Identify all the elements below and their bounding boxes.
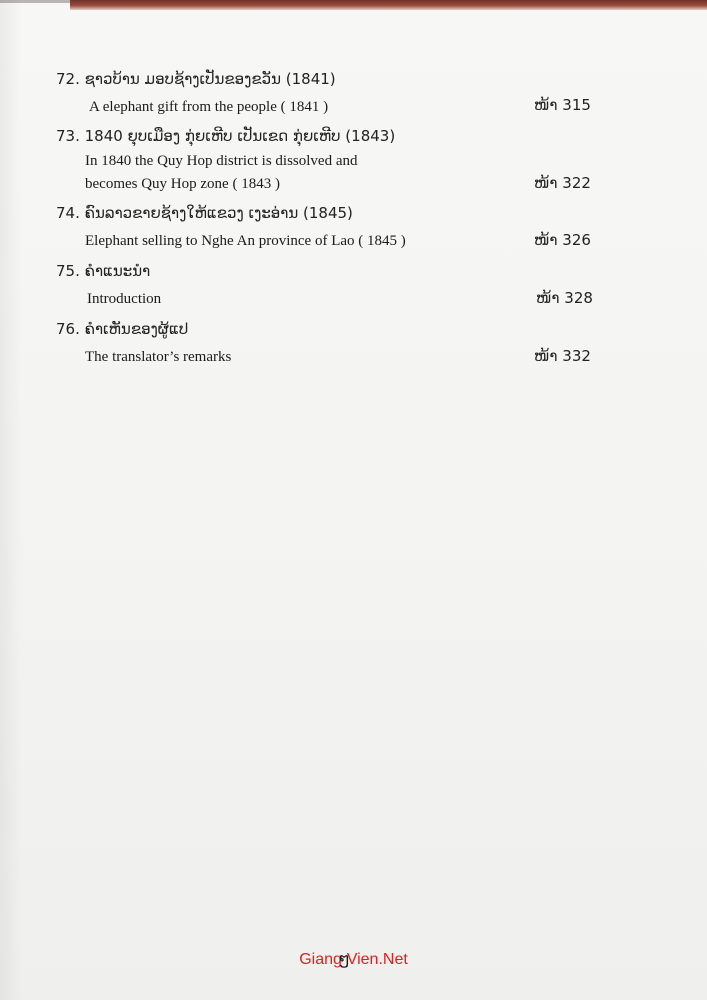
toc-line-72-1: A elephant gift from the people ( 1841 ) [89, 99, 329, 115]
toc-page-76: ໜ້າ 332 [534, 347, 591, 365]
toc-heading-74: 74. ຄົນລາວຂາຍຊ້າງໃຫ້ແຂວງ ເງະອ່ານ (1845) [56, 204, 353, 222]
watermark-right: Vien.Net [346, 951, 408, 968]
toc-line-73-1: In 1840 the Quy Hop district is dissolved and [85, 153, 358, 169]
toc-page-74: ໜ້າ 326 [534, 231, 591, 249]
toc-page-75: ໜ້າ 328 [536, 289, 593, 307]
toc-line-73-2: becomes Quy Hop zone ( 1843 ) [85, 176, 280, 192]
toc-line-75-1: Introduction [87, 291, 162, 307]
toc-line-74-1: Elephant selling to Nghe An province of Lao ( 1845 ) [85, 233, 406, 249]
toc-page-72: ໜ້າ 315 [534, 96, 591, 114]
page-shadow [0, 0, 22, 1000]
page-mark: ໆ [338, 951, 350, 968]
toc-heading-76: 76. ຄຳເຫັນຂອງຜູ້ແປ [56, 320, 189, 338]
watermark-left: Giang [299, 951, 342, 968]
toc-heading-72: 72. ຊາວບ້ານ ມອບຊ້າງເປັນຂອງຂວັນ (1841) [56, 70, 336, 88]
book-cover-edge [70, 0, 707, 10]
toc-line-76-1: The translator’s remarks [85, 349, 232, 365]
watermark-footer [0, 949, 707, 969]
toc-heading-73: 73. 1840 ຍຸບເມືອງ ກຸ່ຍເຫີບ ເປັນເຂດ ກຸ່ຍເຫີບ (1843) [56, 127, 396, 145]
toc-page-73: ໜ້າ 322 [534, 174, 591, 192]
toc-heading-75: 75. ຄຳແນະນຳ [56, 262, 151, 280]
